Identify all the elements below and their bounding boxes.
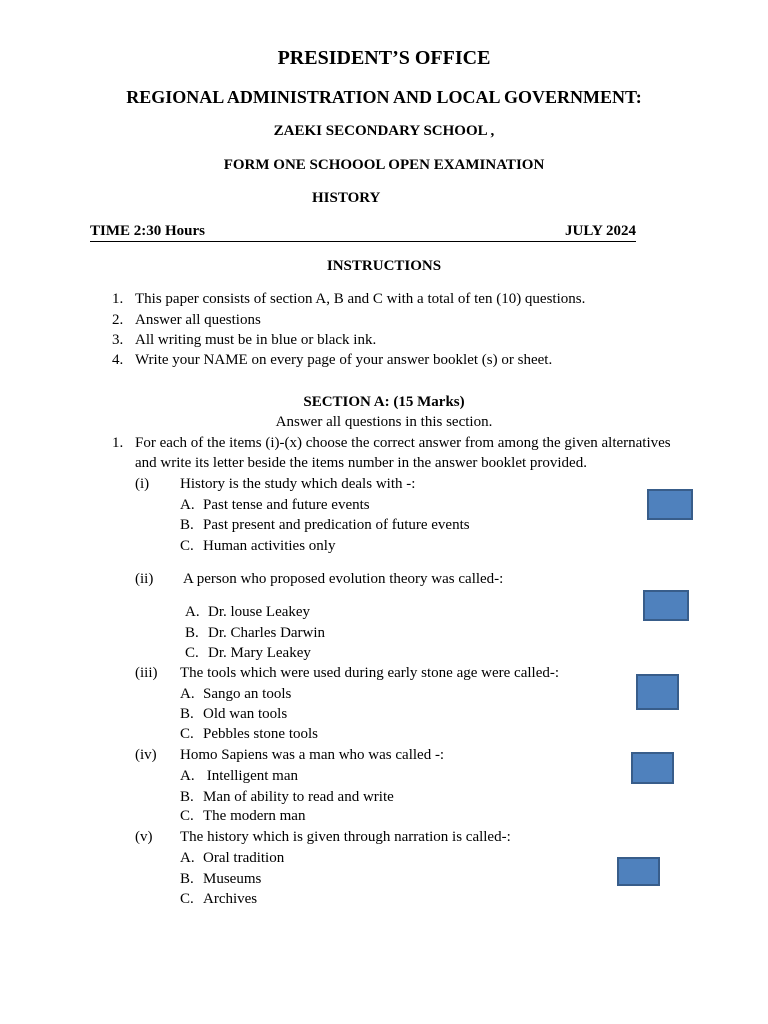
subject-title: HISTORY: [312, 190, 381, 206]
option-letter: A.: [180, 850, 195, 866]
option-letter: A.: [185, 604, 200, 620]
instruction-number: 2.: [112, 312, 124, 328]
option-text: Dr. Charles Darwin: [208, 625, 326, 641]
option-letter: C.: [180, 538, 194, 554]
section-a-title: SECTION A: (15 Marks): [303, 394, 465, 410]
instruction-text: Answer all questions: [135, 312, 261, 328]
answer-box[interactable]: [647, 489, 693, 520]
item-number: (iii): [135, 665, 158, 681]
item-question: A person who proposed evolution theory was called-:: [183, 571, 504, 587]
option-text: Sango an tools: [203, 686, 292, 702]
item-question: History is the study which deals with -:: [180, 476, 416, 492]
option-text: Human activities only: [203, 538, 336, 554]
instruction-text: Write your NAME on every page of your answer booklet (s) or sheet.: [135, 352, 553, 368]
exam-date: JULY 2024: [565, 223, 636, 239]
answer-box[interactable]: [636, 674, 679, 710]
option-text: Past tense and future events: [203, 497, 370, 513]
option-text: The modern man: [203, 808, 306, 824]
item-number: (i): [135, 476, 150, 492]
option-letter: B.: [180, 517, 194, 533]
option-text: Museums: [203, 871, 262, 887]
question-text: and write its letter beside the items number in the answer booklet provided.: [135, 455, 587, 471]
option-text: Oral tradition: [203, 850, 285, 866]
question-number: 1.: [112, 435, 124, 451]
option-letter: A.: [180, 686, 195, 702]
item-question: The tools which were used during early stone age were called-:: [180, 665, 560, 681]
option-letter: A.: [180, 497, 195, 513]
answer-box[interactable]: [617, 857, 660, 886]
section-a-subtitle: Answer all questions in this section.: [275, 414, 493, 430]
instruction-number: 4.: [112, 352, 124, 368]
option-text: Dr. louse Leakey: [208, 604, 311, 620]
instructions-title: INSTRUCTIONS: [326, 258, 442, 274]
option-letter: A.: [180, 768, 195, 784]
option-letter: C.: [180, 726, 194, 742]
instruction-number: 1.: [112, 291, 124, 307]
option-letter: B.: [185, 625, 199, 641]
item-number: (iv): [135, 747, 157, 763]
option-text: Intelligent man: [203, 768, 298, 784]
option-text: Man of ability to read and write: [203, 789, 394, 805]
option-letter: C.: [180, 808, 194, 824]
office-title: PRESIDENT’S OFFICE: [277, 47, 491, 69]
option-text: Past present and predication of future events: [203, 517, 470, 533]
option-letter: C.: [185, 645, 199, 661]
option-letter: C.: [180, 891, 194, 907]
option-text: Dr. Mary Leakey: [208, 645, 311, 661]
time-date-line: [90, 222, 636, 242]
exam-time: TIME 2:30 Hours: [90, 223, 206, 239]
option-text: Archives: [203, 891, 258, 907]
option-text: Pebbles stone tools: [203, 726, 318, 742]
school-name: ZAEKI SECONDARY SCHOOL ,: [273, 123, 495, 139]
item-number: (v): [135, 829, 153, 845]
instruction-text: This paper consists of section A, B and C with a total of ten (10) questions.: [135, 291, 586, 307]
option-text: Old wan tools: [203, 706, 288, 722]
option-letter: B.: [180, 706, 194, 722]
instruction-text: All writing must be in blue or black ink.: [135, 332, 377, 348]
option-letter: B.: [180, 871, 194, 887]
question-text: For each of the items (i)-(x) choose the correct answer from among the given alternatives: [135, 435, 671, 451]
item-question: The history which is given through narration is called-:: [180, 829, 511, 845]
answer-box[interactable]: [643, 590, 689, 621]
item-number: (ii): [135, 571, 154, 587]
admin-title: REGIONAL ADMINISTRATION AND LOCAL GOVERNMENT:: [126, 87, 642, 107]
instruction-number: 3.: [112, 332, 124, 348]
item-question: Homo Sapiens was a man who was called -:: [180, 747, 445, 763]
option-letter: B.: [180, 789, 194, 805]
answer-box[interactable]: [631, 752, 674, 784]
exam-title: FORM ONE SCHOOOL OPEN EXAMINATION: [223, 157, 545, 173]
